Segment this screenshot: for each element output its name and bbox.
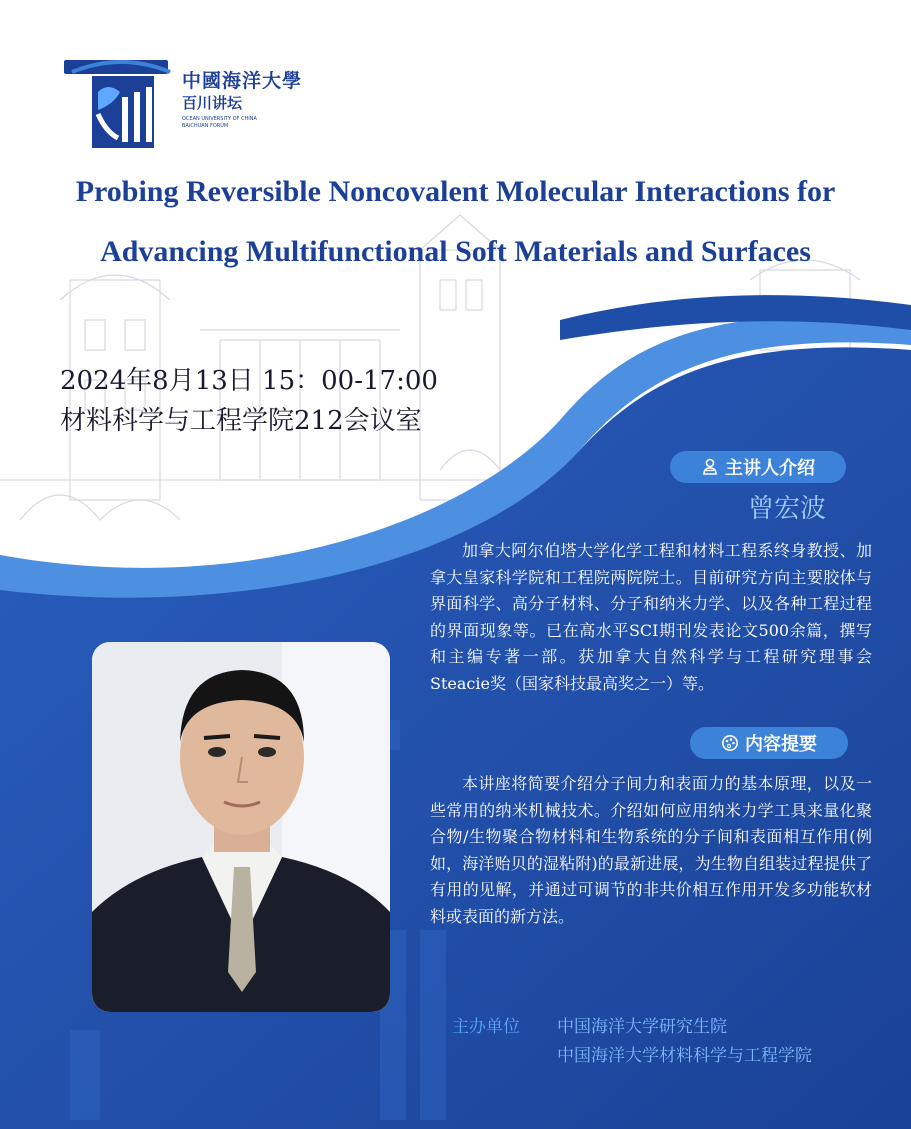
logo-english-forum: BAICHUAN FORUM	[182, 123, 229, 129]
person-icon	[701, 458, 719, 476]
organizer-graduate-school: 中国海洋大学研究生院	[557, 1017, 727, 1037]
lecture-abstract: 本讲座将简要介绍分子间力和表面力的基本原理，以及一些常用的纳米机械技术。介绍如何应用纳米力学工具来量化聚合物/生物聚合物材料和生物系统的分子间和表面相互作用(例如，海洋贻贝的湿粘附)的最新进展，为生物自组装过程提供了有用的见解，并通过可调节的非共价相互作用开发多功能软材料或表面的新方法。	[430, 774, 872, 926]
palette-icon	[721, 734, 739, 752]
baichuan-emblem-icon	[62, 52, 172, 157]
speaker-bio: 加拿大阿尔伯塔大学化学工程和材料工程系终身教授、加拿大皇家科学院和工程院两院院士。目前研究方向主要胶体与界面科学、高分子材料、分子和纳米力学、以及各种工程过程的界面现象等。已在高水平SCI期刊发表论文500余篇，撰写和主编专著一部。获加拿大自然科学与工程研究理事会Steacie奖（国家科技最高奖之一）等。	[430, 541, 872, 693]
content-section-label: 内容提要	[745, 734, 817, 755]
university-logo	[62, 52, 302, 162]
logo-university-name: 中國海洋大學	[182, 70, 303, 92]
organizers-label: 主办单位	[452, 1017, 520, 1037]
logo-english-name: OCEAN UNIVERSITY OF CHINA	[182, 116, 257, 122]
logo-forum-name: 百川讲坛	[182, 94, 243, 112]
lecture-title-line-2: Advancing Multifunctional Soft Materials and Surfaces	[100, 235, 811, 268]
speaker-portrait-illustration	[92, 642, 390, 1012]
organizer-materials-school: 中国海洋大学材料科学与工程学院	[557, 1046, 812, 1066]
content-section-badge	[690, 727, 848, 759]
speaker-photo	[92, 642, 390, 1012]
lecture-title-line-1: Probing Reversible Noncovalent Molecular Interactions for	[75, 175, 836, 208]
event-venue: 材料科学与工程学院212会议室	[60, 406, 422, 436]
event-datetime: 2024年8月13日 15：00-17:00	[60, 366, 438, 396]
speaker-section-badge	[670, 451, 846, 483]
speaker-name: 曾宏波	[748, 494, 827, 524]
speaker-section-label: 主讲人介绍	[725, 458, 815, 479]
